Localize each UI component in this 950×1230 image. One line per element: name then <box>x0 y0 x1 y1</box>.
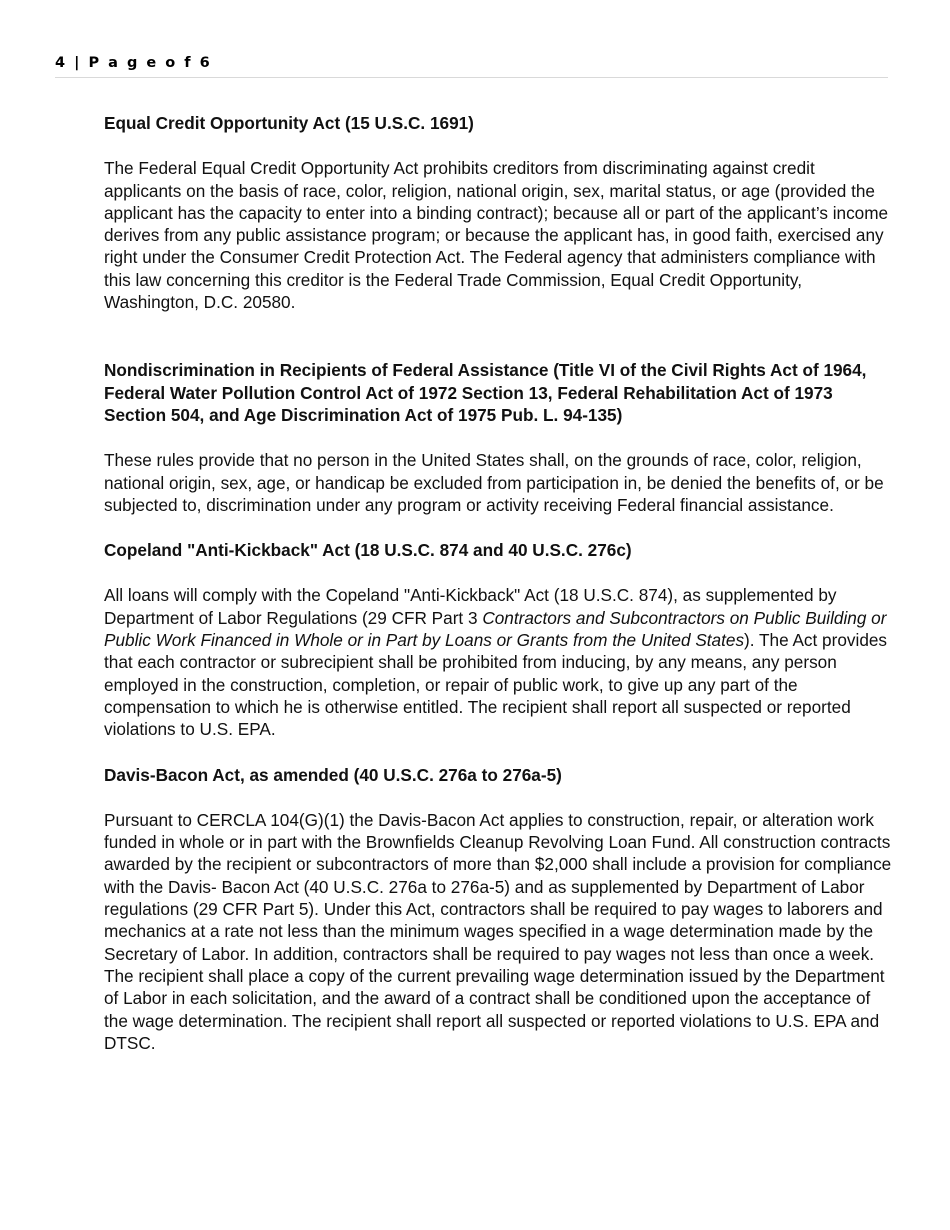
copeland-text-part1: All loans will comply with the Copeland "Anti-Kickback" Act (18 U.S.C. 874), as supplemented by Department of Labor Regulations (29 CFR Part 3 <box>104 585 837 628</box>
page-number-label: 4 | P a g e o f 6 <box>55 55 212 71</box>
copeland-text-part2: ). The Act provides that each contractor or subrecipient shall be prohibited from inducing, by any means, any person employed in the construction, completion, or repair of public work, to give up any part of the compensation to which he is otherwise entitled. The recipient shall report all suspected or reported violations to U.S. EPA. <box>104 630 888 740</box>
section-body-copeland <box>104 584 894 740</box>
section-body-nondiscrimination: These rules provide that no person in the United States shall, on the grounds of race, color, religion, national origin, sex, age, or handicap be excluded from participation in, be denied the benefits of, or be subjected to, discrimination under any program or activity receiving Federal financial assistance. <box>104 450 884 515</box>
copeland-regulation-title: Contractors and Subcontractors on Public Building or Public Work Financed in Whole or in Part by Loans or Grants from the United States <box>104 607 887 651</box>
section-heading-ecoa: Equal Credit Opportunity Act (15 U.S.C. 1691) <box>104 113 474 133</box>
section-heading-copeland: Copeland "Anti-Kickback" Act (18 U.S.C. 874 and 40 U.S.C. 276c) <box>104 540 632 561</box>
section-heading-nondiscrimination: Nondiscrimination in Recipients of Federal Assistance (Title VI of the Civil Rights Act of 1964, Federal Water Pollution Control Act of 1972 Section 13, Federal Rehabilitation Act of 1973 Section 504, and Age Discrimination Act of 1975 Pub. L. 94-135) <box>104 360 867 425</box>
section-body-ecoa: The Federal Equal Credit Opportunity Act prohibits creditors from discriminating against credit applicants on the basis of race, color, religion, national origin, sex, marital status, or age (provided the applicant has the capacity to enter into a binding contract); because all or part of the applicant’s income derives from any public assistance program; or because the applicant has, in good faith, exercised any right under the Consumer Credit Protection Act. The Federal agency that administers compliance with this law concerning this creditor is the Federal Trade Commission, Equal Credit Opportunity, Washington, D.C. 20580. <box>104 158 889 313</box>
document-body <box>104 112 894 1054</box>
section-heading-davis-bacon: Davis-Bacon Act, as amended (40 U.S.C. 276a to 276a-5) <box>104 764 562 785</box>
page-number-header <box>55 55 888 78</box>
section-body-davis-bacon: Pursuant to CERCLA 104(G)(1) the Davis-Bacon Act applies to construction, repair, or alteration work funded in whole or in part with the Brownfields Cleanup Revolving Loan Fund. All construction contracts awarded by the recipient or subcontractors of more than $2,000 shall include a provision for compliance with the Davis- Bacon Act (40 U.S.C. 276a to 276a-5) and as supplemented by Department of Labor regulations (29 CFR Part 5). Under this Act, contractors shall be required to pay wages to laborers and mechanics at a rate not less than the minimum wages specified in a wage determination made by the Secretary of Labor. In addition, contractors shall be required to pay wages not less than once a week. The recipient shall place a copy of the current prevailing wage determination issued by the Department of Labor in each solicitation, and the award of a contract shall be conditioned upon the acceptance of the wage determination. The recipient shall report all suspected or reported violations to U.S. EPA and DTSC. <box>104 809 892 1053</box>
